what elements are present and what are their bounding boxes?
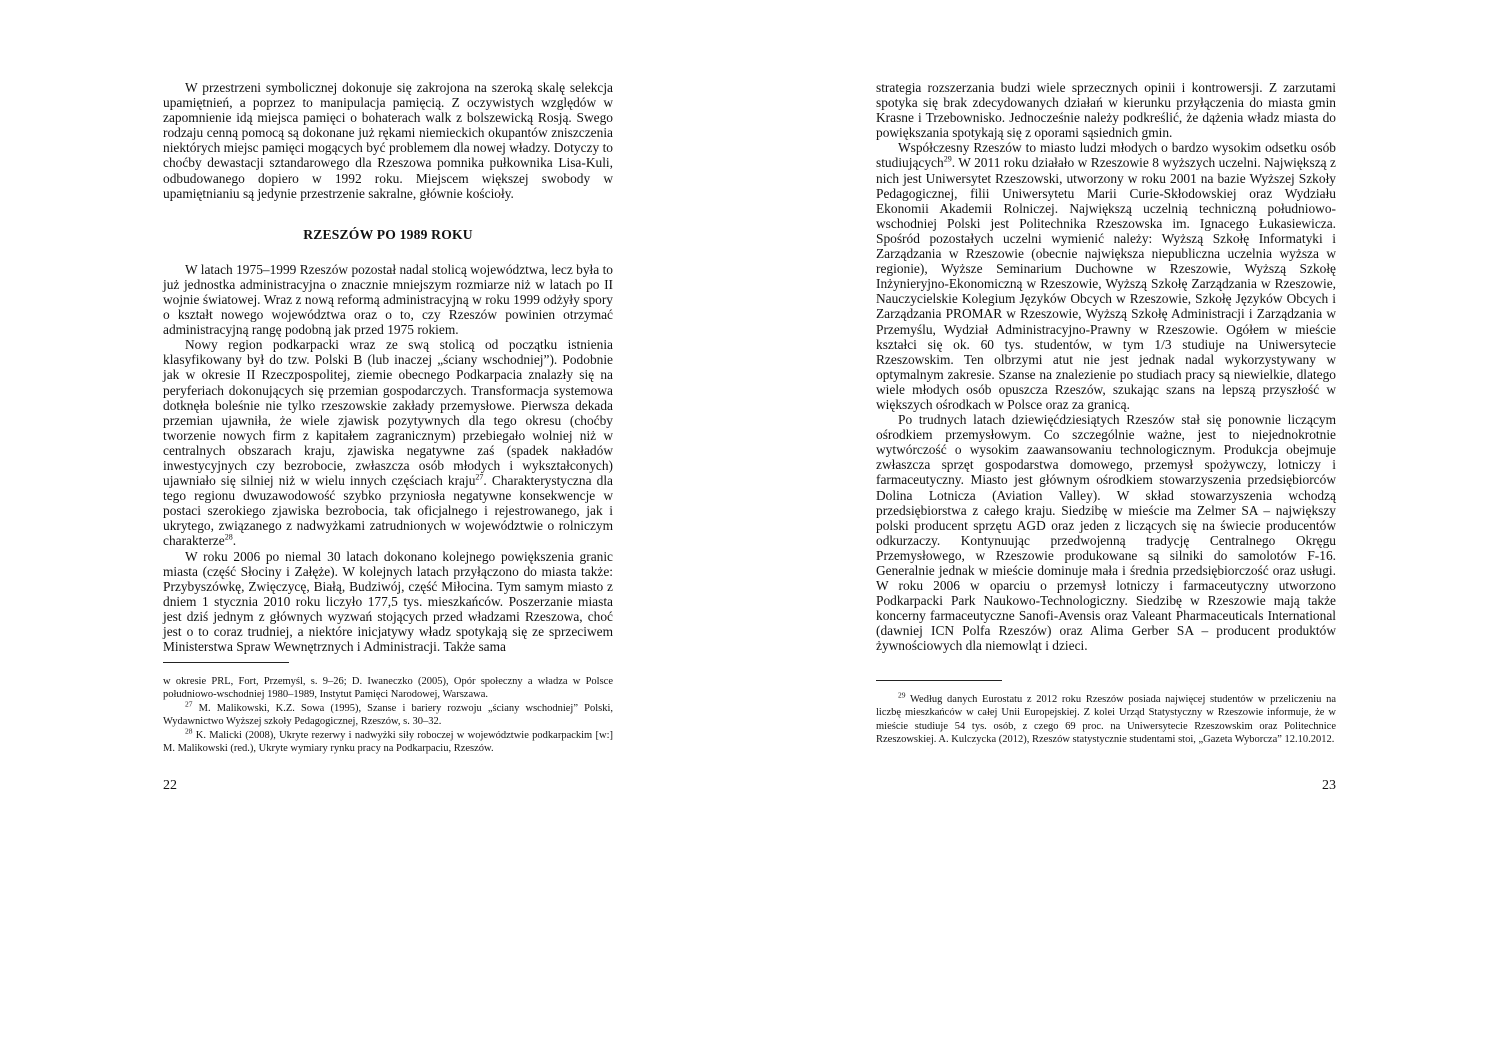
paragraph: strategia rozszerzania budzi wiele sprzecznych opinii i kontrowersji. Z zarzutami spotyka się brak zdecydowanych działań w kierunku przyłączenia do miasta gmin Krasne i Trzebownisko. Jednocześnie należy podkreślić, że dążenia władz miasta do powiększania spotykają się z oporami sąsiednich gmin. xyxy=(876,80,1336,141)
paragraph: Po trudnych latach dziewięćdziesiątych Rzeszów stał się ponownie liczącym ośrodkiem przemysłowym. Co szczególnie ważne, jest to niejednokrotnie wytwórczość o wysokim zaawansowaniu technologicznym. Produkcja obejmuje zwłaszcza sprzęt gospodarstwa domowego, przemysł spożywczy, lotniczy i farmaceutyczny. Miasto jest głównym ośrodkiem stowarzyszenia przedsiębiorców Dolina Lotnicza (Aviation Valley). W skład stowarzyszenia wchodzą przedsiębiorstwa z całego kraju. Siedzibę w mieście ma Zelmer SA – największy polski producent sprzętu AGD oraz jeden z liczących się na świecie producentów odkurzaczy. Kontynuując przedwojenną tradycję Centralnego Okręgu Przemysłowego, w Rzeszowie produkowane są silniki do samolotów F-16. Generalnie jednak w mieście dominuje mała i średnia przedsiębiorczość oraz usługi. W roku 2006 w oparciu o przemysł lotniczy i farmaceutyczny utworzono Podkarpacki Park Naukowo-Technologiczny. Siedzibę w Rzeszowie mają także koncerny farmaceutyczne Sanofi-Avensis oraz Valeant Pharmaceuticals International (dawniej ICN Polfa Rzeszów) oraz Alima Gerber SA – producent produktów żywnościowych dla niemowląt i dzieci. xyxy=(876,412,1336,654)
footnotes xyxy=(876,680,1336,747)
paragraph-text: . xyxy=(232,533,237,549)
paragraph: W roku 2006 po niemal 30 latach dokonano kolejnego powiększenia granic miasta (część Słociny i Załęże). W kolejnych latach przyłączono do miasta także: Przybyszówkę, Zwięczycę, Białą, Budziwój, część Miłocina. Tym samym miasto z dniem 1 stycznia 2010 roku liczyło 177,5 tys. mieszkańców. Poszerzanie miasta jest dziś jednym z głównych wyzwań stojących przed władzami Rzeszowa, choć jest o to coraz trudniej, a niektóre inicjatywy władz spotykają się ze sprzeciwem Ministerstwa Spraw Wewnętrznych i Administracji. Także sama xyxy=(163,548,613,655)
paragraph-text: Współczesny Rzeszów to miasto ludzi młodych o bardzo wysokim odsetku osób studiujących xyxy=(876,140,1336,171)
page-number: 23 xyxy=(1322,778,1336,793)
footnote-reference: 28 xyxy=(224,532,233,542)
footnotes xyxy=(163,662,613,755)
section-heading: RZESZÓW PO 1989 ROKU xyxy=(303,226,473,242)
footnote-text: Według danych Eurostatu z 2012 roku Rzeszów posiada najwięcej studentów w przeliczeniu na liczbę mieszkańców w całej Unii Europejskiej. Z kolei Urząd Statystyczny w Rzeszowie informuje, że w mieście studiuje 54 tys. osób, z czego 69 proc. na Uniwersytecie Rzeszowskim oraz Politechnice Rzeszowskiej. A. Kulczycka (2012), Rzeszów statystycznie studentami stoi, „Gazeta Wyborcza” 12.10.2012. xyxy=(876,694,1336,746)
footnote: w okresie PRL, Fort, Przemyśl, s. 9–26; D. Iwaneczko (2005), Opór społeczny a władza w Polsce południowo-wschodniej 1980–1989, Instytut Pamięci Narodowej, Warszawa. xyxy=(163,676,613,701)
footnote xyxy=(163,699,613,729)
paragraph-text: Nowy region podkarpacki wraz ze swą stolicą od początku istnienia klasyfikowany był do tzw. Polski B (lub inaczej „ściany wschodniej”). Podobnie jak w okresie II Rzeczpospolitej, ziemie obecnego Podkarpacia znalazły się na peryferiach dokonujących się przemian gospodarczych. Transformacja systemowa dotknęła boleśnie nie tylko rzeszowskie zakłady przemysłowe. Pierwsza dekada przemian ujawniła, że wiele zjawisk pozytywnych dla tego okresu (choćby tworzenie nowych firm z kapitałem zagranicznym) przebiegało wolniej niż w centralnych obszarach kraju, zjawiska negatywne zaś (spadek nakładów inwestycyjnych czy bezrobocie, zwłaszcza osób młodych i wykształconych) ujawniało się silniej niż w wielu innych częściach kraju xyxy=(163,337,613,489)
right-page xyxy=(876,0,1336,1062)
paragraph: W przestrzeni symbolicznej dokonuje się zakrojona na szeroką skalę selekcja upamiętnień, a poprzez to manipulacja pamięcią. Z oczywistych względów w zapomnienie idą miejsca pamięci o bohaterach walk z bolszewicką Rosją. Swego rodzaju cenną pomocą są dokonane już rękami niemieckich okupantów zniszczenia niektórych miejsc pamięci mogących być problemem dla nowej władzy. Dotyczy to choćby dewastacji sztandarowego dla Rzeszowa pomnika pułkownika Lisa-Kuli, odbudowanego dopiero w 1992 roku. Miejscem większej swobody w upamiętnianiu są jedynie przestrzenie sakralne, głównie kościoły. xyxy=(163,80,613,201)
right-page-body xyxy=(876,80,1336,654)
footnote-mark: 27 xyxy=(185,699,193,709)
footnote-reference: 29 xyxy=(943,155,952,164)
page-number: 22 xyxy=(163,778,177,793)
paragraph-text: . W 2011 roku działało w Rzeszowie 8 wyższych uczelni. Największą z nich jest Uniwersytet Rzeszowski, utworzony w roku 2001 na bazie Wyższej Szkoły Pedagogicznej, filii Uniwersytetu Marii Curie-Skłodowskiej oraz Wydziału Ekonomii Akademii Rolniczej. Największą uczelnią techniczną południowo-wschodniej Polski jest Politechnika Rzeszowska im. Ignacego Łukasiewicza. Spośród pozostałych uczelni wymienić należy: Wyższą Szkołę Informatyki i Zarządzania w Rzeszowie (obecnie największa niepubliczna uczelnia wyższa w regionie), Wyższe Seminarium Duchowne w Rzeszowie, Wyższą Szkołę Inżynieryjno-Ekonomiczną w Rzeszowie, Wyższą Szkołę Zarządzania w Rzeszowie, Nauczycielskie Kolegium Języków Obcych w Rzeszowie, Szkołę Języków Obcych i Zarządzania PROMAR w Rzeszowie, Wyższą Szkołę Administracji i Zarządzania w Przemyślu, Wydział Administracyjno-Prawny w Rzeszowie. Ogółem w mieście kształci się ok. 60 tys. studentów, w tym 1/3 studiuje na Uniwersytecie Rzeszowskim. Ten olbrzymi atut nie jest jednak nadal wykorzystywany w optymalnym zakresie. Szanse na znalezienie po studiach pracy są niewielkie, dlatego wiele młodych osób opuszcza Rzeszów, szukając szans na lepszą przyszłość w większych ośrodkach w Polsce oraz za granicą. xyxy=(876,155,1336,412)
left-page xyxy=(163,0,613,1062)
paragraph xyxy=(876,140,1336,412)
footnote-reference: 27 xyxy=(475,472,484,482)
paragraph-text: . Charakterystyczna dla tego regionu dwuzawodowość szybko przyniosła negatywne konsekwencje w postaci szerokiego zjawiska bezrobocia, tak oficjalnego i rejestrowanego, jak i ukrytego, związanego z nadwyżkami zatrudnionych w województwie o rolniczym charakterze xyxy=(163,473,613,549)
paragraph: W latach 1975–1999 Rzeszów pozostał nadal stolicą województwa, lecz była to już jednostka administracyjna o znacznie mniejszym rozmiarze niż w latach po II wojnie światowej. Wraz z nową reformą administracyjną w roku 1999 odżyły spory o kształt nowego województwa oraz o to, czy Rzeszów powinien otrzymać administracyjną rangę podobną jak przed 1975 rokiem. xyxy=(163,261,613,338)
paragraph xyxy=(163,337,613,548)
footnote-mark: 28 xyxy=(185,726,193,736)
footnote-mark: 29 xyxy=(898,690,906,700)
footnote xyxy=(876,690,1336,747)
footnote-divider xyxy=(163,662,289,663)
footnote-divider xyxy=(876,680,1002,681)
left-page-body xyxy=(163,80,613,654)
footnote-text: M. Malikowski, K.Z. Sowa (1995), Szanse i bariery rozwoju „ściany wschodniej” Polski, Wydawnictwo Wyższej szkoły Pedagogicznej, Rzeszów, s. 30–32. xyxy=(163,702,613,728)
footnote xyxy=(163,726,613,756)
footnote-text: K. Malicki (2008), Ukryte rezerwy i nadwyżki siły roboczej w województwie podkarpackim [w:] M. Malikowski (red.), Ukryte wymiary rynku pracy na Podkarpaciu, Rzeszów. xyxy=(163,729,613,755)
